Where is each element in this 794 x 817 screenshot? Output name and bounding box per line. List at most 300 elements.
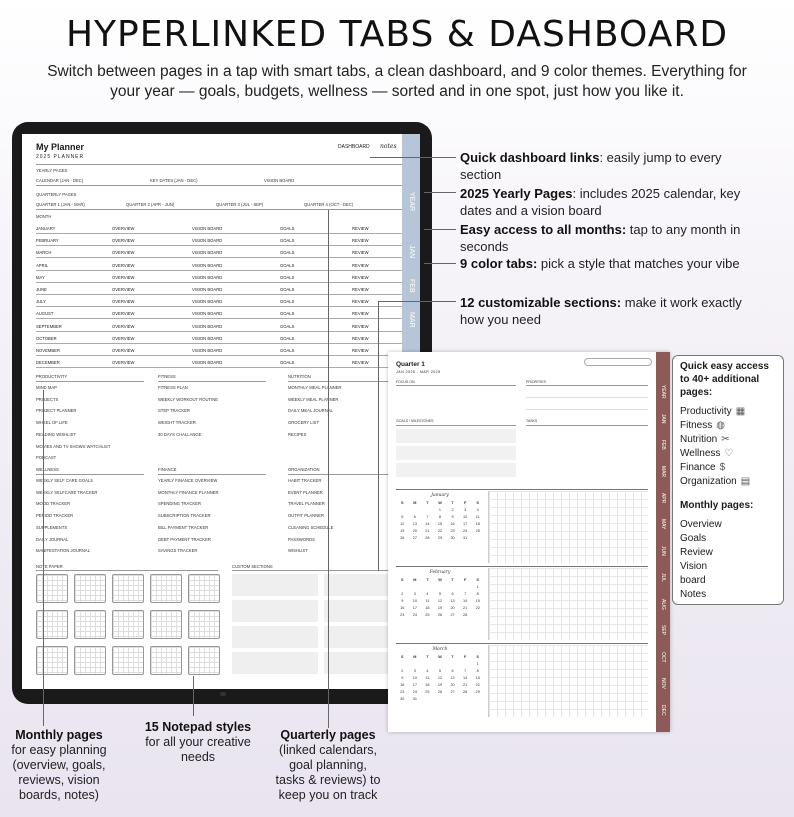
- notepad-thumbnail[interactable]: [150, 646, 182, 675]
- weekday-label: M: [413, 655, 417, 659]
- section-link[interactable]: MANIFESTATION JOURNAL: [36, 548, 91, 554]
- month-vision-board-link[interactable]: VISION BOARD: [192, 311, 223, 317]
- calendar-day[interactable]: 23: [450, 529, 455, 533]
- calendar-day[interactable]: 3: [413, 592, 416, 596]
- month-review-link[interactable]: REVIEW: [352, 287, 369, 292]
- quarter-tab-year[interactable]: YEAR: [660, 385, 666, 399]
- section-link[interactable]: FITNESS PLAN: [158, 385, 188, 390]
- section-rule: [36, 474, 144, 475]
- weekday-label: S: [401, 578, 404, 582]
- calendar-day[interactable]: 22: [475, 606, 480, 610]
- month-goals-link[interactable]: GOALS: [280, 262, 295, 268]
- section-link[interactable]: HABIT TRACKER: [288, 478, 322, 483]
- calendar-day[interactable]: 24: [463, 529, 468, 533]
- calendar-day[interactable]: 7: [464, 669, 467, 673]
- calendar-day[interactable]: 8: [476, 592, 479, 596]
- calendar-day[interactable]: 17: [412, 606, 417, 610]
- calendar-day[interactable]: 3: [413, 669, 416, 673]
- calendar-day[interactable]: 29: [475, 690, 480, 694]
- month-overview-link[interactable]: OVERVIEW: [112, 274, 135, 280]
- month-row: [36, 320, 402, 332]
- calendar-day[interactable]: 20: [450, 606, 455, 610]
- calendar-day[interactable]: 11: [425, 676, 430, 680]
- panel-item-organization[interactable]: [680, 475, 776, 489]
- calendar-day[interactable]: 21: [463, 606, 468, 610]
- month-overview-link[interactable]: OVERVIEW: [112, 287, 135, 292]
- calendar-day[interactable]: 5: [438, 592, 442, 596]
- section-link[interactable]: WISHLIST: [288, 548, 308, 554]
- section-link[interactable]: SAVINGS TRACKER: [158, 548, 198, 554]
- weekday-label: S: [476, 655, 479, 659]
- calendar-rule: [396, 566, 648, 567]
- quarter-link-1[interactable]: QUARTER 1 (JAN - MAR): [36, 202, 85, 207]
- panel-item-finance[interactable]: [680, 461, 776, 475]
- section-link[interactable]: GROCERY LIST: [288, 420, 320, 426]
- section-link[interactable]: WEEKLY WORKOUT ROUTINE: [158, 396, 219, 402]
- section-rule: [158, 381, 266, 382]
- calendar-day[interactable]: 13: [450, 599, 455, 603]
- dollar-icon: $: [719, 462, 726, 473]
- month-goals-link[interactable]: GOALS: [280, 250, 295, 256]
- tasks-label: TASKS: [526, 419, 538, 423]
- calendar-day[interactable]: 30: [400, 697, 405, 701]
- calendar-day[interactable]: 29: [437, 536, 443, 540]
- notes-link[interactable]: notes: [380, 143, 397, 150]
- month-goals-link[interactable]: GOALS: [280, 226, 295, 231]
- calendar-day[interactable]: 26: [437, 613, 443, 617]
- calendar-day[interactable]: 22: [475, 683, 480, 687]
- section-link[interactable]: PROJECTS: [36, 396, 59, 402]
- notepad-thumbnail[interactable]: [112, 610, 144, 639]
- calendar-day[interactable]: 6: [451, 592, 454, 596]
- weekday-label: S: [476, 501, 479, 505]
- month-review-link[interactable]: REVIEW: [352, 250, 369, 256]
- section-link[interactable]: PASSWORDS: [288, 536, 315, 542]
- dashboard-link[interactable]: DASHBOARD: [338, 144, 370, 150]
- calendar-day[interactable]: 9: [451, 515, 454, 519]
- calendar-day[interactable]: 21: [425, 529, 430, 533]
- calendar-day[interactable]: 9: [401, 676, 404, 680]
- calendar-day[interactable]: 1: [476, 662, 479, 666]
- calendar-day[interactable]: 16: [450, 522, 455, 526]
- calendar-day[interactable]: 19: [437, 606, 443, 610]
- focus-label: FOCUS ON: [396, 380, 415, 384]
- notepad-thumbnail[interactable]: [150, 574, 182, 603]
- month-label: MONTH: [36, 214, 52, 219]
- month-link[interactable]: OCTOBER: [36, 335, 57, 341]
- custom-section-box[interactable]: [232, 626, 318, 648]
- calendar-day[interactable]: 2: [401, 592, 404, 596]
- weekday-label: S: [401, 655, 404, 659]
- section-link[interactable]: WEEKLY MEAL PLANNER: [288, 396, 339, 402]
- heartbeat-icon: ♡: [724, 448, 734, 459]
- panel-heading: Quick easy access to 40+ additional pages:: [680, 361, 769, 398]
- quarter-tab-jan[interactable]: JAN: [660, 413, 666, 424]
- goal-box[interactable]: [396, 429, 516, 443]
- month-review-link[interactable]: REVIEW: [352, 323, 369, 329]
- month-row: [36, 283, 402, 295]
- quarter-tab-jul[interactable]: JUL: [660, 573, 666, 582]
- month-vision-board-link[interactable]: VISION BOARD: [192, 274, 223, 280]
- calendar-day[interactable]: 14: [463, 599, 468, 603]
- weekday-label: F: [463, 501, 467, 505]
- calendar-day[interactable]: 23: [400, 690, 405, 694]
- month-goals-link[interactable]: GOALS: [280, 348, 295, 353]
- month-vision-board-link[interactable]: VISION BOARD: [192, 360, 223, 366]
- month-vision-board-link[interactable]: VISION BOARD: [192, 250, 223, 256]
- calendar-day[interactable]: 26: [437, 690, 443, 694]
- section-link[interactable]: TRAVEL PLANNER: [288, 501, 325, 507]
- calendar-day[interactable]: 8: [476, 669, 479, 673]
- calendar-day[interactable]: 12: [400, 522, 405, 526]
- calendar-day[interactable]: 6: [413, 515, 416, 519]
- custom-section-box[interactable]: [232, 600, 318, 622]
- calendar-day[interactable]: 1: [438, 508, 442, 512]
- section-link[interactable]: DAILY JOURNAL: [36, 536, 69, 542]
- side-tab-year[interactable]: YEAR: [408, 192, 415, 212]
- section-rule: [288, 381, 396, 382]
- calendar-day[interactable]: 31: [412, 697, 417, 701]
- calendar-day[interactable]: 20: [412, 529, 417, 533]
- calendar-day[interactable]: 27: [450, 690, 455, 694]
- quarterly-pages-label: QUARTERLY PAGES: [36, 192, 77, 197]
- calendar-day[interactable]: 10: [412, 676, 417, 680]
- monthly-item: Notes: [680, 589, 707, 600]
- calendar-day[interactable]: 28: [463, 690, 468, 694]
- side-tab-mar[interactable]: MAR: [408, 312, 415, 328]
- section-link[interactable]: MONTHLY MEAL PLANNER: [288, 385, 342, 390]
- month-review-link[interactable]: REVIEW: [352, 238, 369, 244]
- month-review-link[interactable]: REVIEW: [352, 335, 369, 341]
- weekday-label: F: [463, 655, 467, 659]
- calendar-day[interactable]: 19: [400, 529, 405, 533]
- side-tab-feb[interactable]: FEB: [408, 279, 415, 293]
- notes-grid[interactable]: [488, 645, 648, 717]
- calendar-day[interactable]: 10: [463, 515, 468, 519]
- panel-item-nutrition[interactable]: [680, 433, 776, 447]
- calendar-day[interactable]: 4: [476, 508, 479, 512]
- calendar-day[interactable]: 20: [450, 683, 455, 687]
- section-heading-wellness: WELLNESS: [36, 467, 59, 472]
- calendar-day[interactable]: 7: [426, 515, 429, 519]
- quarter-tab-aug[interactable]: AUG: [660, 598, 666, 610]
- yearly-link-key-dates[interactable]: KEY DATES (JAN - DEC): [150, 178, 198, 183]
- month-link[interactable]: DECEMBER: [36, 360, 60, 366]
- month-goals-link[interactable]: GOALS: [280, 274, 295, 280]
- section-link[interactable]: 30 DAYS CHALLANGE: [158, 431, 202, 437]
- month-link[interactable]: APRIL: [36, 262, 49, 268]
- calendar-day[interactable]: 25: [425, 690, 430, 694]
- month-review-link[interactable]: REVIEW: [352, 311, 369, 317]
- quarter-link-2[interactable]: QUARTER 2 (APR - JUN): [126, 202, 175, 207]
- month-link[interactable]: MARCH: [36, 250, 52, 256]
- section-link[interactable]: MIND MAP: [36, 385, 57, 390]
- month-vision-board-link[interactable]: VISION BOARD: [192, 323, 223, 329]
- monthly-item: Review: [680, 547, 713, 558]
- section-link[interactable]: WEEKLY SELFCARE TRACKER: [36, 489, 98, 495]
- monthly-pages-heading: Monthly pages:: [680, 500, 754, 511]
- calendar-day[interactable]: 2: [401, 669, 404, 673]
- calendar-day[interactable]: 5: [438, 669, 442, 673]
- section-heading-finance: FINANCE: [158, 467, 177, 472]
- month-overview-link[interactable]: OVERVIEW: [112, 335, 135, 341]
- custom-section-box[interactable]: [232, 652, 318, 674]
- calendar-day[interactable]: 17: [463, 522, 468, 526]
- notepad-thumbnail[interactable]: [36, 574, 68, 603]
- caption-monthly-pages: Monthly pages for easy planning (overview, goals, reviews, vision boards, notes): [11, 728, 107, 802]
- feature-custom-sections: 12 customizable sections: make it work exactly how you need: [460, 295, 742, 327]
- calendar-day[interactable]: 7: [464, 592, 467, 596]
- calendar-day[interactable]: 11: [475, 515, 480, 519]
- month-overview-link[interactable]: OVERVIEW: [112, 311, 135, 317]
- month-vision-board-link[interactable]: VISION BOARD: [192, 238, 223, 244]
- quarter-tab-may[interactable]: MAY: [660, 519, 666, 530]
- calendar-day[interactable]: 22: [437, 529, 443, 533]
- weekday-label: T: [426, 655, 429, 659]
- calendar-day[interactable]: 16: [400, 683, 405, 687]
- quarter-tab-feb[interactable]: FEB: [660, 440, 666, 450]
- weekday-label: M: [413, 578, 417, 582]
- quarter-tab-oct[interactable]: OCT: [660, 651, 666, 663]
- section-link[interactable]: WHEEL OF LIFE: [36, 420, 68, 426]
- calendar-day[interactable]: 4: [426, 669, 429, 673]
- panel-item-label: Productivity: [680, 406, 732, 417]
- yearly-link-vision-board[interactable]: VISION BOARD: [264, 178, 295, 183]
- calendar-day[interactable]: 26: [400, 536, 405, 540]
- calendar-day[interactable]: 23: [400, 613, 405, 617]
- month-review-link[interactable]: REVIEW: [352, 348, 369, 353]
- section-link[interactable]: WEIGHT TRACKER: [158, 420, 196, 426]
- calendar-day[interactable]: 25: [475, 529, 480, 533]
- monthly-item: Overview: [680, 519, 722, 530]
- calendar-day[interactable]: 28: [425, 536, 430, 540]
- calendar-day[interactable]: 1: [476, 585, 479, 589]
- notepad-thumbnail[interactable]: [36, 610, 68, 639]
- section-link[interactable]: YEARLY FINANCE OVERVIEW: [158, 478, 218, 483]
- calendar-day[interactable]: 2: [451, 508, 454, 512]
- calendar-day[interactable]: 18: [475, 522, 480, 526]
- calendar-day[interactable]: 5: [401, 515, 404, 519]
- month-link[interactable]: JULY: [36, 299, 46, 305]
- calendar-month-name: January: [431, 493, 449, 498]
- section-rule: [288, 474, 396, 475]
- month-link[interactable]: AUGUST: [36, 311, 54, 317]
- notepad-thumbnail[interactable]: [150, 610, 182, 639]
- calendar-day[interactable]: 31: [463, 536, 468, 540]
- month-link[interactable]: JUNE: [36, 287, 47, 292]
- section-link[interactable]: SUBSCRIPTION TRACKER: [158, 513, 211, 519]
- month-goals-link[interactable]: GOALS: [280, 311, 295, 317]
- calendar-day[interactable]: 6: [451, 669, 454, 673]
- month-link[interactable]: MAY: [36, 274, 45, 280]
- month-overview-link[interactable]: OVERVIEW: [112, 348, 135, 353]
- custom-section-box[interactable]: [232, 574, 318, 596]
- month-review-link[interactable]: REVIEW: [352, 262, 369, 268]
- section-link[interactable]: STEP TRACKER: [158, 408, 190, 414]
- month-vision-board-link[interactable]: VISION BOARD: [192, 299, 223, 305]
- calendar-day[interactable]: 24: [412, 690, 417, 694]
- section-link[interactable]: PROJECT PLANNER: [36, 408, 77, 414]
- subtitle-line-2: your year — goals, budgets, wellness — sorted and in one spot, just how you like it.: [110, 83, 684, 100]
- calendar-day[interactable]: 13: [412, 522, 417, 526]
- calendar-day[interactable]: 12: [437, 676, 443, 680]
- section-heading-organization: ORGANIZATION: [288, 467, 320, 472]
- calendar-day[interactable]: 15: [475, 676, 480, 680]
- notepad-thumbnail[interactable]: [188, 610, 220, 639]
- quarter-link-3[interactable]: QUARTER 3 (JUL - SEP): [216, 202, 264, 207]
- month-overview-link[interactable]: OVERVIEW: [112, 238, 135, 244]
- quarter-tab-jun[interactable]: JUN: [660, 546, 666, 556]
- month-overview-link[interactable]: OVERVIEW: [112, 226, 135, 231]
- calendar-day[interactable]: 4: [426, 592, 429, 596]
- month-review-link[interactable]: REVIEW: [352, 226, 369, 231]
- month-goals-link[interactable]: GOALS: [280, 323, 295, 329]
- month-review-link[interactable]: REVIEW: [352, 299, 369, 305]
- calendar-day[interactable]: 17: [412, 683, 417, 687]
- calendar-day[interactable]: 25: [425, 613, 430, 617]
- calendar-day[interactable]: 27: [412, 536, 417, 540]
- panel-item-productivity[interactable]: [680, 405, 776, 419]
- calendar-day[interactable]: 15: [437, 522, 443, 526]
- calendar-day[interactable]: 3: [464, 508, 467, 512]
- month-goals-link[interactable]: GOALS: [280, 287, 295, 292]
- quarter-tab-dec[interactable]: DEC: [660, 704, 666, 716]
- notepad-thumbnail[interactable]: [112, 646, 144, 675]
- notepad-thumbnail[interactable]: [112, 574, 144, 603]
- calendar-day[interactable]: 19: [437, 683, 443, 687]
- section-link[interactable]: CLEANING SCHEDULE: [288, 524, 334, 530]
- month-vision-board-link[interactable]: VISION BOARD: [192, 335, 223, 341]
- notepad-thumbnail[interactable]: [188, 646, 220, 675]
- weekday-label: T: [451, 655, 454, 659]
- notepad-thumbnail[interactable]: [36, 646, 68, 675]
- month-goals-link[interactable]: GOALS: [280, 238, 295, 244]
- notepad-thumbnail[interactable]: [74, 574, 106, 603]
- panel-item-fitness[interactable]: [680, 419, 776, 433]
- quarter-toolbar[interactable]: [584, 358, 652, 366]
- month-link[interactable]: SEPTEMBER: [36, 323, 62, 329]
- calendar-month-name: February: [429, 570, 451, 575]
- section-link[interactable]: DEBT PAYMENT TRACKER: [158, 536, 211, 542]
- month-row: [36, 356, 402, 368]
- month-vision-board-link[interactable]: VISION BOARD: [192, 262, 223, 268]
- section-link[interactable]: WEEKLY SELF CARE GOALS: [36, 478, 94, 483]
- section-heading-nutrition: NUTRITION: [288, 374, 311, 379]
- calendar-day[interactable]: 24: [412, 613, 417, 617]
- notepad-thumbnail[interactable]: [188, 574, 220, 603]
- priorities-label: PRIORITIES: [526, 380, 546, 384]
- notes-grid[interactable]: [488, 568, 648, 640]
- month-vision-board-link[interactable]: VISION BOARD: [192, 287, 223, 292]
- section-link[interactable]: DAILY MEAL JOURNAL: [288, 408, 333, 414]
- section-link[interactable]: MONTHLY FINANCE PLANNER: [158, 489, 219, 495]
- month-overview-link[interactable]: OVERVIEW: [112, 360, 135, 366]
- calendar-day[interactable]: 10: [412, 599, 417, 603]
- notepad-thumbnail[interactable]: [74, 646, 106, 675]
- goal-box[interactable]: [396, 463, 516, 477]
- calendar-day[interactable]: 11: [425, 599, 430, 603]
- monthly-item: Goals: [680, 533, 707, 544]
- section-link[interactable]: READING WISHLIST: [36, 431, 77, 437]
- notepad-thumbnail[interactable]: [74, 610, 106, 639]
- section-link[interactable]: EVENT PLANNER: [288, 489, 323, 495]
- month-link[interactable]: FEBRUARY: [36, 238, 59, 244]
- section-link[interactable]: SPENDING TRACKER: [158, 501, 201, 507]
- calendar-day[interactable]: 21: [463, 683, 468, 687]
- calendar-day[interactable]: 30: [450, 536, 455, 540]
- notes-grid[interactable]: [488, 491, 648, 563]
- calendar-day[interactable]: 18: [425, 606, 430, 610]
- quarter-tab-nov[interactable]: NOV: [660, 678, 666, 689]
- page-title: HYPERLINKED TABS & DASHBOARD: [65, 14, 729, 55]
- goal-box[interactable]: [396, 446, 516, 460]
- utensils-icon: ✂: [721, 434, 730, 445]
- panel-item-wellness[interactable]: [680, 447, 776, 461]
- section-link[interactable]: SUPPLEMENTS: [36, 524, 68, 530]
- calendar-day[interactable]: 28: [463, 613, 468, 617]
- month-row: [36, 344, 402, 356]
- section-link[interactable]: MOVIES AND TV SHOWS WATCHLIST: [36, 443, 111, 449]
- yearly-link-calendar[interactable]: CALENDAR (JAN - DEC): [36, 178, 84, 183]
- month-goals-link[interactable]: GOALS: [280, 360, 295, 366]
- month-goals-link[interactable]: GOALS: [280, 335, 295, 341]
- quarter-tab-sep[interactable]: SEP: [660, 625, 666, 636]
- panel-item-label: Finance: [680, 462, 716, 473]
- section-link[interactable]: MOOD TRACKER: [36, 501, 71, 507]
- section-link[interactable]: RECIPES: [288, 431, 307, 437]
- section-link[interactable]: BILL PAYMENT TRACKER: [158, 524, 209, 530]
- calendar-rule: [396, 489, 648, 490]
- month-vision-board-link[interactable]: VISION BOARD: [192, 226, 223, 231]
- calendar-day[interactable]: 18: [425, 683, 430, 687]
- month-calendar: [396, 493, 484, 563]
- quarter-side-tabs: [656, 352, 670, 732]
- month-vision-board-link[interactable]: VISION BOARD: [192, 348, 223, 353]
- month-review-link[interactable]: REVIEW: [352, 360, 369, 366]
- month-overview-link[interactable]: OVERVIEW: [112, 262, 135, 268]
- section-link[interactable]: OUTFIT PLANNER: [288, 513, 324, 519]
- calendar-day[interactable]: 15: [475, 599, 480, 603]
- calendar-day[interactable]: 8: [438, 515, 442, 519]
- panel-item-label: Fitness: [680, 420, 713, 431]
- calendar-day[interactable]: 14: [425, 522, 430, 526]
- weekday-label: W: [438, 655, 442, 659]
- calendar-day[interactable]: 9: [401, 599, 404, 603]
- section-link[interactable]: PERIOD TRACKER: [36, 513, 74, 519]
- calendar-day[interactable]: 13: [450, 676, 455, 680]
- weekday-label: W: [438, 578, 442, 582]
- month-link[interactable]: NOVEMBER: [36, 348, 60, 353]
- month-overview-link[interactable]: OVERVIEW: [112, 299, 135, 305]
- month-overview-link[interactable]: OVERVIEW: [112, 323, 135, 329]
- calendar-rule: [396, 643, 648, 644]
- month-review-link[interactable]: REVIEW: [352, 274, 369, 280]
- calendar-day[interactable]: 16: [400, 606, 405, 610]
- month-link[interactable]: JANUARY: [36, 226, 56, 231]
- month-goals-link[interactable]: GOALS: [280, 299, 295, 305]
- section-link[interactable]: PODCAST: [36, 455, 57, 461]
- feature-color-tabs: 9 color tabs: pick a style that matches your vibe: [460, 256, 740, 271]
- calendar-day[interactable]: 27: [450, 613, 455, 617]
- side-tab-jan[interactable]: JAN: [408, 245, 415, 259]
- caption-quarterly-pages: Quarterly pages (linked calendars, goal planning, tasks & reviews) to keep you on track: [275, 728, 381, 802]
- quarter-tab-apr[interactable]: APR: [660, 492, 666, 504]
- quarter-link-4[interactable]: QUARTER 4 (OCT - DEC): [304, 202, 354, 207]
- calendar-day[interactable]: 12: [437, 599, 443, 603]
- quarter-tab-mar[interactable]: MAR: [660, 465, 666, 478]
- calendar-day[interactable]: 14: [463, 676, 468, 680]
- month-overview-link[interactable]: OVERVIEW: [112, 250, 135, 256]
